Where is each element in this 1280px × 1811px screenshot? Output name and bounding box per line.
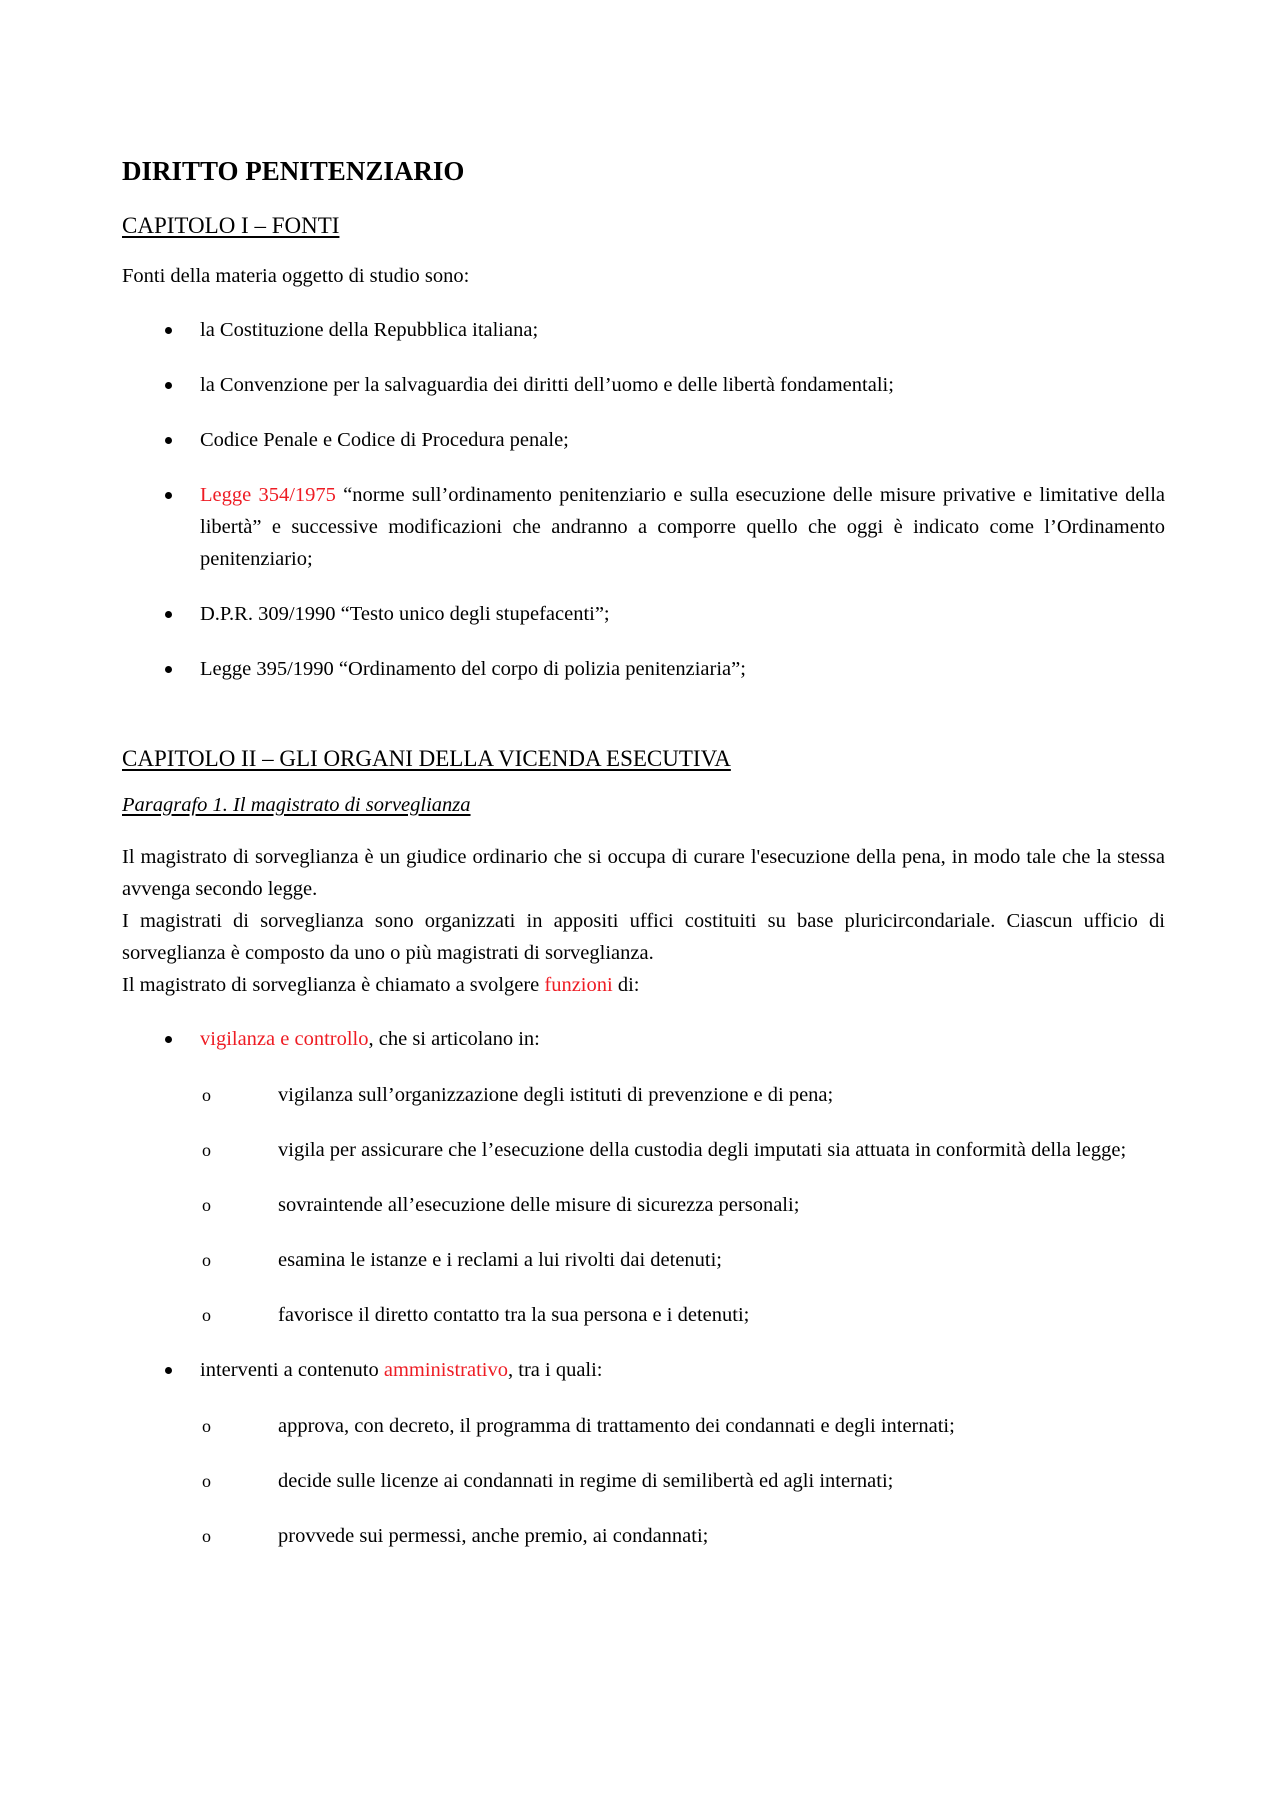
list-item [122,369,1165,401]
list-item [122,314,1165,346]
body-text-post: di: [612,974,640,996]
administrative-highlight: amministrativo [383,1359,508,1381]
circle-bullet-icon: o [202,1085,211,1105]
circle-bullet-icon: o [202,1471,211,1491]
document-title: DIRITTO PENITENZIARIO [122,156,465,186]
list-item-text: “norme sull’ordinamento penitenziario e sulla esecuzione delle misure privative e limitative della libertà” e successive modificazioni che andranno a comporre quello che oggi è indicato come l’Ordinamento penitenziario; [200,484,1165,570]
vigilance-highlight: vigilanza e controllo [200,1028,369,1050]
sublist-item [122,1134,1165,1166]
sublist-item [122,1520,1165,1552]
chapter-2-body [122,841,1165,1001]
sublist-item [122,1079,1165,1111]
bullet-icon [165,382,172,389]
body-text: I magistrati di sorveglianza sono organizzati in appositi uffici costituiti su base pluricircondariale. Ciascun ufficio di sorveglianza è composto da uno o più magistrati di sorveglianza. [122,910,1165,964]
law-reference-highlight: Legge 354/1975 [200,484,336,506]
list-item [122,1023,1165,1331]
sublist-item [122,1244,1165,1276]
list-item-text: Codice Penale e Codice di Procedura penale; [200,429,569,451]
functions-highlight: funzioni [544,974,613,996]
list-item-text: , che si articolano in: [368,1028,540,1050]
list-item [122,598,1165,630]
sublist-item-text: vigilanza sull’organizzazione degli istituti di prevenzione e di pena; [278,1084,834,1106]
sublist-item [122,1189,1165,1221]
body-text [122,969,1165,1001]
list-item [122,424,1165,456]
bullet-icon [165,1367,172,1374]
sources-list [122,314,1165,685]
circle-bullet-icon: o [202,1250,211,1270]
sublist-item [122,1299,1165,1331]
sublist-item-text: decide sulle licenze ai condannati in regime di semilibertà ed agli internati; [278,1470,894,1492]
administrative-sublist [200,1410,1165,1552]
list-item-pre: interventi a contenuto [200,1359,384,1381]
sublist-item-text: sovraintende all’esecuzione delle misure di sicurezza personali; [278,1194,800,1216]
chapter-1-heading: CAPITOLO I – FONTI [122,213,340,238]
functions-list [122,1023,1165,1552]
sublist-item-text: approva, con decreto, il programma di trattamento dei condannati e degli internati; [278,1415,955,1437]
vigilance-sublist [200,1079,1165,1331]
circle-bullet-icon: o [202,1416,211,1436]
sublist-item-text: favorisce il diretto contatto tra la sua persona e i detenuti; [278,1304,750,1326]
list-item-text: , tra i quali: [508,1359,603,1381]
sublist-item-text: esamina le istanze e i reclami a lui rivolti dai detenuti; [278,1249,723,1271]
list-item-text: Legge 395/1990 “Ordinamento del corpo di polizia penitenziaria”; [200,658,746,680]
paragraph-1-title: Paragrafo 1. Il magistrato di sorveglianza [122,794,471,816]
sublist-item-text: provvede sui permessi, anche premio, ai condannati; [278,1525,709,1547]
chapter-2-heading: CAPITOLO II – GLI ORGANI DELLA VICENDA ESECUTIVA [122,746,731,771]
list-item [122,1354,1165,1552]
bullet-icon [165,611,172,618]
circle-bullet-icon: o [202,1305,211,1325]
sublist-item-text: vigila per assicurare che l’esecuzione della custodia degli imputati sia attuata in conformità della legge; [278,1139,1127,1161]
list-item [122,479,1165,575]
circle-bullet-icon: o [202,1140,211,1160]
bullet-icon [165,666,172,673]
list-item-text: la Costituzione della Repubblica italiana; [200,319,539,341]
bullet-icon [165,492,172,499]
chapter-1-intro: Fonti della materia oggetto di studio sono: [122,265,470,287]
bullet-icon [165,327,172,334]
circle-bullet-icon: o [202,1195,211,1215]
bullet-icon [165,1036,172,1043]
bullet-icon [165,437,172,444]
document-page [122,150,1165,1575]
body-text-pre: Il magistrato di sorveglianza è chiamato a svolgere [122,974,545,996]
list-item [122,653,1165,685]
sublist-item [122,1410,1165,1442]
circle-bullet-icon: o [202,1526,211,1546]
list-item-text: D.P.R. 309/1990 “Testo unico degli stupefacenti”; [200,603,610,625]
sublist-item [122,1465,1165,1497]
body-text: Il magistrato di sorveglianza è un giudice ordinario che si occupa di curare l'esecuzione della pena, in modo tale che la stessa avvenga secondo legge. [122,846,1165,900]
list-item-text: la Convenzione per la salvaguardia dei diritti dell’uomo e delle libertà fondamentali; [200,374,894,396]
